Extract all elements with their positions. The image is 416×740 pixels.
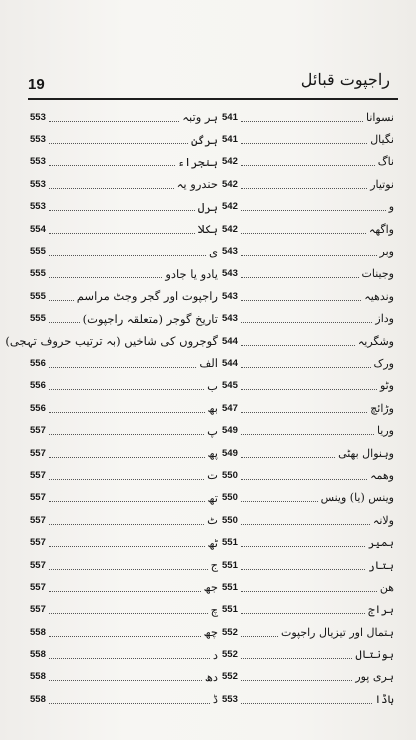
toc-entry-name: وجینات bbox=[361, 267, 394, 281]
toc-entry-name: نگیال bbox=[370, 133, 394, 147]
dot-leader bbox=[49, 210, 195, 211]
dot-leader bbox=[241, 412, 367, 413]
toc-entry-name: یادو یا جادو bbox=[165, 266, 218, 281]
dot-leader bbox=[49, 389, 204, 390]
dot-leader bbox=[241, 165, 375, 166]
page-header bbox=[28, 70, 396, 98]
toc-entry-page: 557 bbox=[30, 514, 46, 526]
dot-leader bbox=[49, 658, 210, 659]
toc-entry bbox=[30, 688, 218, 710]
toc-entry bbox=[222, 531, 394, 553]
toc-entry-name: پ bbox=[207, 423, 218, 438]
toc-entry-page: 550 bbox=[222, 514, 238, 526]
toc-entry-page: 553 bbox=[30, 156, 46, 168]
toc-entry-page: 552 bbox=[222, 626, 238, 638]
toc-entry-name: ورک bbox=[373, 356, 394, 370]
toc-entry-name: ہاڈا bbox=[374, 692, 394, 706]
toc-entry-name: راجپوت اور گجر وجٹ مراسم bbox=[76, 289, 218, 304]
toc-entry-page: 550 bbox=[222, 469, 238, 481]
toc-entry bbox=[30, 509, 218, 531]
toc-entry bbox=[30, 397, 218, 419]
toc-entry bbox=[222, 487, 394, 509]
dot-leader bbox=[49, 569, 208, 570]
toc-entry-page: 543 bbox=[222, 268, 238, 280]
toc-entry-page: 544 bbox=[222, 357, 238, 369]
toc-entry-name: وینس (یا) وینس bbox=[320, 491, 394, 505]
dot-leader bbox=[49, 591, 201, 592]
toc-entry bbox=[222, 419, 394, 441]
dot-leader bbox=[49, 457, 205, 458]
dot-leader bbox=[241, 613, 365, 614]
toc-entry-page: 552 bbox=[222, 671, 238, 683]
dot-leader bbox=[49, 165, 175, 166]
toc-entry-name: ڈ bbox=[212, 692, 218, 707]
toc-entry-page: 549 bbox=[222, 447, 238, 459]
toc-entry-name: وندھیہ bbox=[364, 289, 394, 303]
dot-leader bbox=[241, 546, 365, 547]
toc-entry bbox=[30, 576, 218, 598]
toc-entry bbox=[222, 308, 394, 330]
dot-leader bbox=[49, 233, 195, 234]
toc-entry bbox=[30, 464, 218, 486]
toc-entry bbox=[30, 487, 218, 509]
toc-entry-page: 558 bbox=[30, 626, 46, 638]
dot-leader bbox=[49, 412, 205, 413]
running-title: راجپوت قبائل bbox=[300, 70, 390, 89]
toc-entry-name: دھ bbox=[204, 669, 218, 684]
toc-entry bbox=[5, 330, 218, 352]
toc-entry bbox=[30, 419, 218, 441]
dot-leader bbox=[241, 233, 366, 234]
toc-entry-name: وہنوال بھٹی bbox=[338, 446, 394, 460]
toc-entry bbox=[30, 442, 218, 464]
dot-leader bbox=[49, 143, 188, 144]
toc-entry-name: ہر وتبہ bbox=[182, 110, 218, 125]
dot-leader bbox=[49, 367, 197, 368]
toc-entry-page: 557 bbox=[30, 581, 46, 593]
dot-leader bbox=[241, 703, 372, 704]
toc-entry bbox=[222, 643, 394, 665]
dot-leader bbox=[49, 277, 162, 278]
toc-entry bbox=[30, 599, 218, 621]
toc-entry-name: وڑائچ bbox=[370, 401, 394, 415]
dot-leader bbox=[241, 479, 367, 480]
toc-entry bbox=[222, 509, 394, 531]
toc-entry bbox=[222, 576, 394, 598]
dot-leader bbox=[241, 389, 377, 390]
dot-leader bbox=[241, 569, 365, 570]
dot-leader bbox=[49, 300, 74, 301]
toc-entry-page: 557 bbox=[30, 469, 46, 481]
dot-leader bbox=[241, 345, 355, 346]
toc-entry-page: 550 bbox=[222, 492, 238, 504]
dot-leader bbox=[241, 322, 373, 323]
dot-leader bbox=[241, 434, 374, 435]
toc-entry-name: پھ bbox=[207, 446, 218, 461]
toc-entry-name: د bbox=[212, 647, 218, 662]
toc-entry bbox=[30, 128, 218, 150]
dot-leader bbox=[241, 524, 370, 525]
toc-entry bbox=[30, 196, 218, 218]
toc-entry bbox=[222, 151, 394, 173]
toc-entry-name: ہرل bbox=[197, 199, 218, 214]
toc-entry-page: 541 bbox=[222, 134, 238, 146]
toc-entry bbox=[222, 688, 394, 710]
toc-entry-name: وھمہ bbox=[370, 468, 394, 482]
toc-entry bbox=[222, 196, 394, 218]
toc-entry-name: وداز bbox=[375, 312, 394, 326]
dot-leader bbox=[49, 501, 205, 502]
toc-entry bbox=[30, 218, 218, 240]
toc-entry-name: ہنجراء bbox=[177, 154, 218, 169]
toc-entry-page: 556 bbox=[30, 380, 46, 392]
toc-entry-name: ج bbox=[210, 558, 218, 572]
toc-entry-name: ہتمال اور تیزیال راجپوت bbox=[280, 625, 394, 639]
toc-entry-page: 543 bbox=[222, 246, 238, 258]
header-rule bbox=[28, 98, 398, 100]
dot-leader bbox=[49, 479, 204, 480]
dot-leader bbox=[241, 188, 367, 189]
toc-entry-page: 543 bbox=[222, 290, 238, 302]
toc-entry bbox=[222, 240, 394, 262]
dot-leader bbox=[49, 680, 202, 681]
toc-entry bbox=[30, 643, 218, 665]
toc-entry bbox=[30, 151, 218, 173]
toc-entry-page: 554 bbox=[30, 223, 46, 235]
toc-entry-name: ہراج bbox=[368, 603, 394, 617]
toc-entry bbox=[222, 285, 394, 307]
toc-entry bbox=[222, 263, 394, 285]
toc-entry bbox=[222, 128, 394, 150]
toc-entry bbox=[222, 442, 394, 464]
toc-entry-page: 557 bbox=[30, 604, 46, 616]
dot-leader bbox=[49, 613, 208, 614]
dot-leader bbox=[241, 658, 352, 659]
toc-entry bbox=[30, 106, 218, 128]
toc-entry-page: 551 bbox=[222, 604, 238, 616]
toc-entry bbox=[222, 352, 394, 374]
toc-entry-name: ہمیر bbox=[368, 536, 394, 550]
toc-entry-page: 542 bbox=[222, 201, 238, 213]
toc-entry-page: 542 bbox=[222, 156, 238, 168]
toc-entry-page: 545 bbox=[222, 380, 238, 392]
toc-entry-page: 544 bbox=[222, 335, 238, 347]
toc-entry-page: 557 bbox=[30, 537, 46, 549]
toc-entry-page: 555 bbox=[30, 290, 46, 302]
toc-entry bbox=[222, 106, 394, 128]
toc-entry-page: 557 bbox=[30, 559, 46, 571]
toc-entry-page: 551 bbox=[222, 537, 238, 549]
toc-entry-name: ت bbox=[207, 468, 218, 483]
toc-entry-page: 551 bbox=[222, 581, 238, 593]
toc-entry-name: چھ bbox=[203, 625, 218, 640]
toc-entry-name: ب bbox=[207, 378, 218, 393]
toc-entry bbox=[222, 375, 394, 397]
dot-leader bbox=[241, 143, 367, 144]
toc-entry-page: 553 bbox=[30, 178, 46, 190]
toc-entry-name: ٹھ bbox=[207, 535, 218, 550]
toc-entry-name: حندرو یہ bbox=[176, 177, 218, 192]
toc-entry-name: وبر bbox=[379, 245, 394, 259]
toc-entry-page: 558 bbox=[30, 693, 46, 705]
dot-leader bbox=[241, 300, 361, 301]
toc-entry-page: 557 bbox=[30, 425, 46, 437]
toc-entry-name: ناگ bbox=[377, 155, 394, 169]
toc-entry bbox=[30, 621, 218, 643]
toc-entry-page: 557 bbox=[30, 447, 46, 459]
dot-leader bbox=[49, 546, 205, 547]
page-number: 19 bbox=[28, 76, 45, 93]
toc-entry-page: 555 bbox=[30, 246, 46, 258]
dot-leader bbox=[241, 636, 278, 637]
toc-entry-name: تھ bbox=[207, 490, 218, 505]
toc-entry-page: 541 bbox=[222, 111, 238, 123]
toc-entry-name: الف bbox=[199, 356, 218, 371]
toc-entry bbox=[30, 352, 218, 374]
toc-entry-name: واگھہ bbox=[368, 222, 394, 236]
dot-leader bbox=[49, 121, 179, 122]
toc-entry bbox=[30, 531, 218, 553]
toc-entry-page: 542 bbox=[222, 223, 238, 235]
toc-entry bbox=[222, 554, 394, 576]
toc-entry bbox=[30, 240, 218, 262]
toc-entry-page: 551 bbox=[222, 559, 238, 571]
toc-entry-name: جھ bbox=[203, 580, 218, 595]
toc-entry-page: 558 bbox=[30, 649, 46, 661]
toc-entry-name: گوجروں کی شاخیں (بہ ترتیب حروف تہجی) bbox=[5, 334, 218, 349]
toc-entry bbox=[30, 554, 218, 576]
toc-entry-page: 558 bbox=[30, 671, 46, 683]
toc-entry-name: تاریخ گوجر (متعلقہ راجپوت) bbox=[82, 311, 218, 326]
toc-entry-page: 555 bbox=[30, 268, 46, 280]
toc-entry bbox=[222, 330, 394, 352]
toc-entry-page: 549 bbox=[222, 425, 238, 437]
dot-leader bbox=[49, 322, 80, 323]
dot-leader bbox=[241, 277, 359, 278]
toc-entry-page: 542 bbox=[222, 178, 238, 190]
toc-entry-name: ھن bbox=[379, 580, 394, 594]
toc-entry-page: 556 bbox=[30, 357, 46, 369]
toc-entry bbox=[30, 263, 218, 285]
toc-entry-page: 555 bbox=[30, 313, 46, 325]
toc-entry-page: 556 bbox=[30, 402, 46, 414]
toc-entry-page: 553 bbox=[222, 693, 238, 705]
toc-entry bbox=[222, 621, 394, 643]
toc-entry-name: ی bbox=[208, 244, 218, 259]
toc-entry-name: وشگریہ bbox=[357, 334, 394, 348]
dot-leader bbox=[241, 501, 318, 502]
toc-entry-page: 553 bbox=[30, 134, 46, 146]
toc-entry-page: 543 bbox=[222, 313, 238, 325]
dot-leader bbox=[49, 255, 206, 256]
toc-entry-name: ٹ bbox=[207, 513, 218, 528]
toc-entry-name: ہرگن bbox=[191, 132, 218, 147]
toc-entry-name: و bbox=[388, 200, 394, 214]
dot-leader bbox=[241, 255, 377, 256]
dot-leader bbox=[49, 703, 210, 704]
dot-leader bbox=[241, 210, 386, 211]
toc-entry bbox=[222, 218, 394, 240]
toc-entry-name: ہتار bbox=[368, 558, 394, 572]
toc-entry bbox=[30, 173, 218, 195]
toc-entry-page: 557 bbox=[30, 492, 46, 504]
dot-leader bbox=[241, 591, 377, 592]
toc-entry-name: وریا bbox=[376, 424, 394, 438]
toc-entry-name: نسوانا bbox=[365, 110, 394, 124]
dot-leader bbox=[241, 121, 363, 122]
toc-entry-page: 552 bbox=[222, 649, 238, 661]
toc-entry bbox=[222, 464, 394, 486]
toc-entry-name: وٹو bbox=[379, 379, 394, 393]
dot-leader bbox=[49, 636, 201, 637]
dot-leader bbox=[241, 680, 352, 681]
dot-leader bbox=[241, 367, 371, 368]
toc-column-left bbox=[5, 106, 218, 711]
toc-entry bbox=[222, 173, 394, 195]
toc-entry-page: 553 bbox=[30, 111, 46, 123]
toc-entry-name: چ bbox=[210, 602, 218, 617]
toc-entry bbox=[222, 666, 394, 688]
toc-entry bbox=[30, 285, 218, 307]
dot-leader bbox=[49, 188, 174, 189]
dot-leader bbox=[49, 434, 204, 435]
toc-entry bbox=[30, 308, 218, 330]
toc-entry-name: ہکلا bbox=[197, 222, 218, 237]
toc-entry-name: نوتیار bbox=[370, 177, 394, 191]
toc-column-right bbox=[222, 106, 394, 711]
toc-entry-name: ہری پور bbox=[355, 670, 394, 684]
toc-entry-page: 547 bbox=[222, 402, 238, 414]
toc-entry-name: بھ bbox=[207, 401, 218, 416]
dot-leader bbox=[241, 457, 335, 458]
toc-entry bbox=[30, 375, 218, 397]
toc-entry bbox=[222, 599, 394, 621]
toc-entry bbox=[30, 666, 218, 688]
toc-entry bbox=[222, 397, 394, 419]
toc-entry-name: ولانہ bbox=[372, 513, 394, 527]
dot-leader bbox=[49, 524, 204, 525]
toc-entry-name: ہونتال bbox=[355, 648, 394, 662]
toc-entry-page: 553 bbox=[30, 201, 46, 213]
